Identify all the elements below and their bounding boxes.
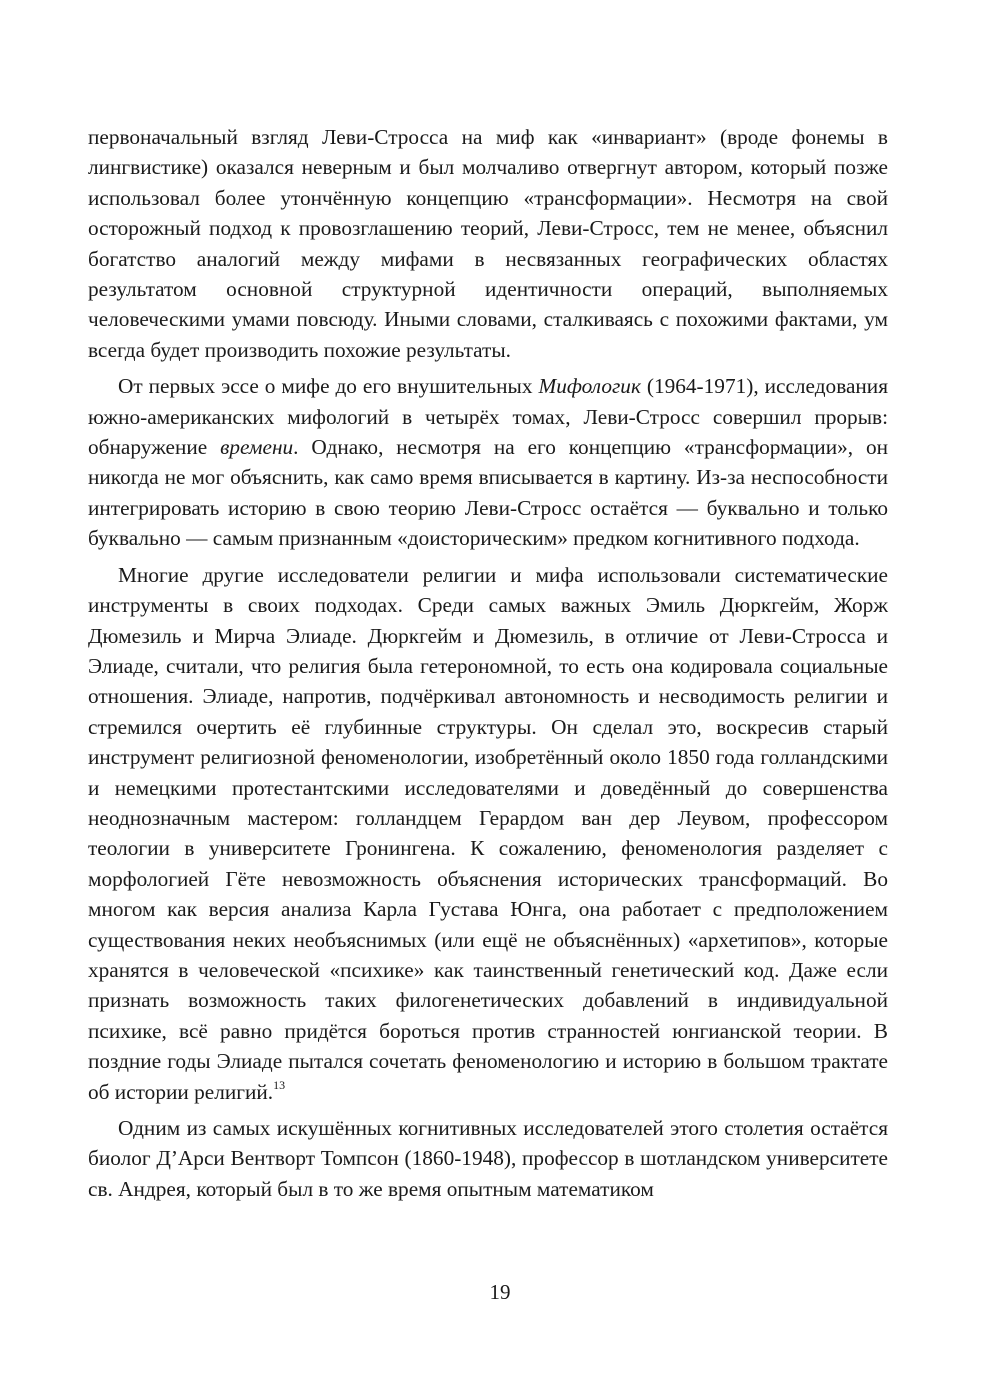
text-run: Многие другие исследователи религии и мифа использовали систематические инструменты в своих подходах. Среди самых важных Эмиль Дюркгейм, Жорж Дюмезиль и Мирча Элиаде. Дюркгейм и Дюмезиль, в отличие от Леви-Стросса и Элиаде, считали, что религия была гетерономной, то есть она кодировала социальные отношения. Элиаде, напротив, подчёркивал автономность и несводимость религии и стремился очертить её глубинные структуры. Он сделал это, воскресив старый инструмент религиозной феноменологии, изобретённый около 1850 года голландскими и немецкими протестантскими исследователями и доведённый до совершенства неоднозначным мастером: голландцем Герардом ван дер Леувом, профессором теологии в университете Гронингена. К сожалению, феноменология разделяет с морфологией Гёте невозможность объяснения исторических трансформаций. Во многом как версия анализа Карла Густава Юнга, она работает с предположением существования неких необъяснимых (или ещё не объяснённых) «архетипов», которые хранятся в человеческой «психике» как таинственный генетический код. Даже если признать возможность таких филогенетических добавлений в индивидуальной психике, всё равно придётся бороться против странностей юнгианской теории. В поздние годы Элиаде пытался сочетать феноменологию и историю в большом трактате об истории религий. (88, 562, 888, 1104)
text-run: Одним из самых искушённых когнитивных исследователей этого столетия остаётся биолог Д’Арси Вентворт Томпсон (1860-1948), профессор в шотландском университете св. Андрея, который был в то же время опытным математиком (88, 1116, 888, 1201)
italic-term: времени (220, 435, 294, 460)
text-run: . Однако, несмотря на его концепцию «трансформации», он никогда не мог объяснить, как само время вписывается в картину. Из-за неспособности интегрировать историю в свою теорию Леви-Стросс остаётся — буквально и только буквально — самым признанным «доисторическим» предком когнитивного подхода. (88, 435, 888, 551)
footnote-marker: 13 (273, 1077, 286, 1092)
text-run: (1964-1971), исследования южно-американских мифологий в четырёх томах, Леви-Стросс совершил прорыв: обнаружение (88, 374, 889, 460)
paragraph-4 (88, 1113, 888, 1204)
text-run: От первых эссе о мифе до его внушительных (118, 374, 539, 399)
text-run: первоначальный взгляд Леви-Стросса на миф как «инвариант» (вроде фонемы в лингвистике) оказался неверным и был молчаливо отвергнут автором, который позже использовал более утончённую концепцию «трансформации». Несмотря на свой осторожный подход к провозглашению теорий, Леви-Стросс, тем не менее, объяснил богатство аналогий между мифами в несвязанных географических областях результатом основной структурной идентичности операций, выполняемых человеческими умами повсюду. Иными словами, сталкиваясь с похожими фактами, ум всегда будет производить похожие результаты. (88, 125, 888, 362)
paragraph-3 (88, 560, 888, 1107)
paragraph-1 (88, 122, 888, 365)
paragraph-2 (88, 371, 888, 553)
body-text (88, 122, 888, 1204)
page-number: 19 (489, 1280, 511, 1304)
italic-term: Мифологик (538, 374, 641, 399)
